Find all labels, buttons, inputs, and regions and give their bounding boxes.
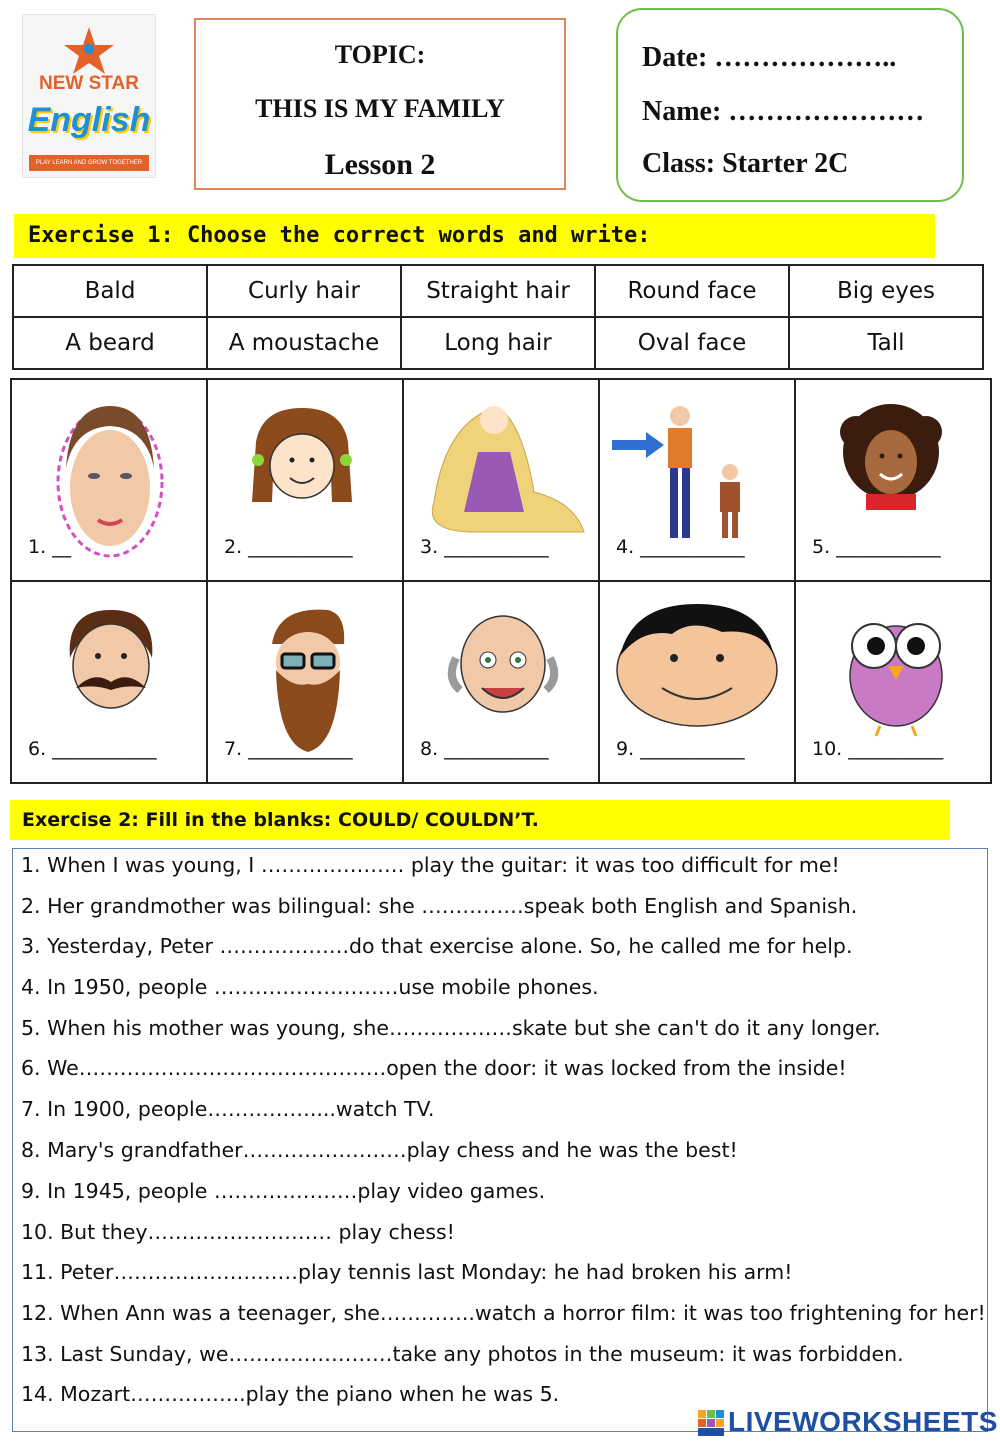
exercise1-instruction: Exercise 1: Choose the correct words and write:	[14, 214, 935, 258]
sentences-box	[12, 848, 988, 1432]
sentence-13[interactable]: 13. Last Sunday, we……………………take any photos in the museum: it was forbidden.	[21, 1342, 904, 1366]
picture-cell-6	[12, 582, 208, 782]
sentence-3[interactable]: 3. Yesterday, Peter ……………….do that exercise alone. So, he called me for help.	[21, 934, 853, 958]
exercise2-instruction: Exercise 2: Fill in the blanks: COULD/ COULDN’T.	[10, 800, 950, 840]
picture-label-10[interactable]: 10. __________	[812, 738, 944, 760]
picture-cell-2	[208, 380, 404, 582]
picture-cell-1	[12, 380, 208, 582]
picture-cell-3	[404, 380, 600, 582]
sentence-5[interactable]: 5. When his mother was young, she………………skate but she can't do it any longer.	[21, 1016, 881, 1040]
sentence-6[interactable]: 6. We………………………………………open the door: it was locked from the inside!	[21, 1056, 847, 1080]
word-bank-table	[12, 264, 984, 370]
picture-cell-4	[600, 380, 796, 582]
watermark-text: LIVEWORKSHEETS	[728, 1406, 998, 1437]
picture-cell-9	[600, 582, 796, 782]
picture-label-9[interactable]: 9. ___________	[616, 738, 745, 760]
topic-title: THIS IS MY FAMILY	[255, 94, 505, 123]
picture-cell-7	[208, 582, 404, 782]
oval-face-picture	[50, 398, 170, 558]
lesson-label: Lesson 2	[324, 148, 436, 181]
word-bank-row	[13, 265, 983, 317]
big-eyes-picture	[836, 600, 956, 740]
liveworksheets-logo-icon	[698, 1410, 724, 1436]
straight-hair-picture	[242, 402, 362, 522]
word-bank-cell: Straight hair	[401, 265, 595, 317]
picture-label-2[interactable]: 2. ___________	[224, 536, 353, 558]
class-label: Class: Starter 2C	[642, 148, 849, 179]
tall-picture	[612, 400, 772, 550]
sentence-7[interactable]: 7. In 1900, people……………....watch TV.	[21, 1097, 435, 1121]
star-logo-icon	[23, 19, 155, 79]
picture-label-7[interactable]: 7. ___________	[224, 738, 353, 760]
word-bank-cell: Curly hair	[207, 265, 401, 317]
round-face-picture	[612, 598, 782, 728]
word-bank-cell: Long hair	[401, 317, 595, 369]
date-field[interactable]: Date: ………………..	[642, 42, 897, 73]
sentence-14[interactable]: 14. Mozart……………..play the piano when he was 5.	[21, 1382, 560, 1406]
logo-line2: English	[27, 101, 151, 139]
topic-label: TOPIC:	[334, 40, 426, 69]
sentence-1[interactable]: 1. When I was young, I ………………… play the guitar: it was too difficult for me!	[21, 853, 840, 877]
word-bank-cell: A moustache	[207, 317, 401, 369]
sentence-4[interactable]: 4. In 1950, people ………………………use mobile phones.	[21, 975, 599, 999]
word-bank-cell: Round face	[595, 265, 789, 317]
curly-hair-picture	[836, 402, 946, 512]
picture-cell-8	[404, 582, 600, 782]
sentence-12[interactable]: 12. When Ann was a teenager, she…………..watch a horror film: it was too frightening for her!	[21, 1301, 986, 1325]
picture-label-3[interactable]: 3. ___________	[420, 536, 549, 558]
word-bank-cell: Tall	[789, 317, 983, 369]
word-bank-cell: Big eyes	[789, 265, 983, 317]
sentence-9[interactable]: 9. In 1945, people …………………play video games.	[21, 1179, 546, 1203]
word-bank-cell: Oval face	[595, 317, 789, 369]
bald-picture	[438, 608, 568, 728]
logo-line1: NEW STAR	[39, 73, 139, 94]
sentence-11[interactable]: 11. Peter………………………play tennis last Monday: he had broken his arm!	[21, 1260, 793, 1284]
picture-cell-5	[796, 380, 990, 582]
word-bank-cell: Bald	[13, 265, 207, 317]
student-info-box	[616, 8, 964, 202]
picture-label-5[interactable]: 5. ___________	[812, 536, 941, 558]
beard-picture	[258, 604, 358, 754]
topic-box	[194, 18, 566, 190]
picture-label-1[interactable]: 1. __	[28, 536, 72, 558]
name-field[interactable]: Name: …………………	[642, 96, 925, 127]
picture-label-6[interactable]: 6. ___________	[28, 738, 157, 760]
sentence-10[interactable]: 10. But they……………………… play chess!	[21, 1220, 455, 1244]
sentence-8[interactable]: 8. Mary's grandfather……………………play chess and he was the best!	[21, 1138, 738, 1162]
liveworksheets-watermark	[698, 1404, 998, 1440]
long-hair-picture	[414, 392, 590, 542]
picture-grid	[10, 378, 992, 784]
moustache-picture	[56, 604, 166, 714]
word-bank-row	[13, 317, 983, 369]
picture-label-4[interactable]: 4. ___________	[616, 536, 745, 558]
sentence-2[interactable]: 2. Her grandmother was bilingual: she ……………speak both English and Spanish.	[21, 894, 858, 918]
logo	[22, 14, 156, 178]
picture-label-8[interactable]: 8. ___________	[420, 738, 549, 760]
logo-tagline: PLAY LEARN AND GROW TOGETHER	[29, 155, 149, 171]
word-bank-cell: A beard	[13, 317, 207, 369]
picture-cell-10	[796, 582, 990, 782]
